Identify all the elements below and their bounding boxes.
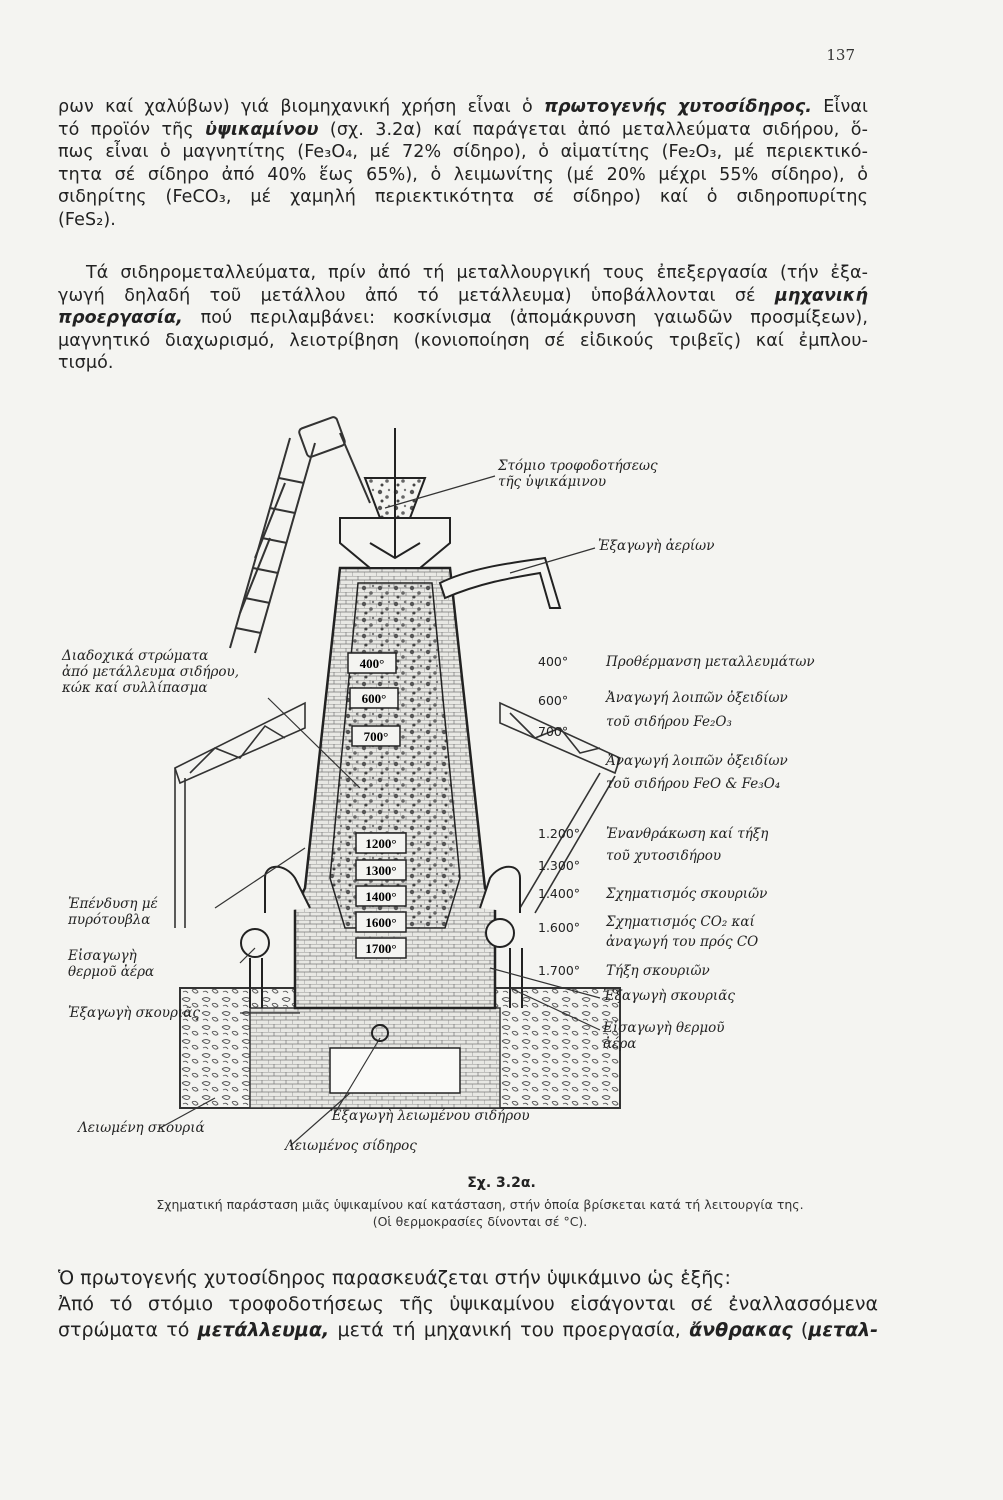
zone-box-label: 1700° (365, 941, 397, 956)
text-run: ( (792, 1319, 809, 1341)
text-line: (FeS₂). (58, 209, 116, 230)
text-run: μετά τή μηχανική του προεργασία, (329, 1319, 690, 1341)
text-line: Τά σιδηρομεταλλεύματα, πρίν ἀπό τή μεταλλουργική τους ἐπεξεργασία (τήν ἐξα- (86, 263, 868, 283)
label-feed-mouth (498, 458, 658, 490)
emphasis-term: ἄνθρακας (689, 1319, 793, 1341)
text-run: (σχ. 3.2α) καί παράγεται ἀπό μεταλλεύματα σιδήρου, ὅ- (318, 119, 868, 140)
label-line: Εἰσαγωγὴ (68, 948, 137, 964)
molten-iron-pool (330, 1048, 460, 1093)
emphasis-term: προεργασία, (58, 308, 183, 328)
zone-box-label: 1200° (365, 836, 397, 851)
text-line (58, 307, 868, 330)
text-line: τητα σέ σίδηρο ἀπό 40% ἕως 65%), ὁ λειμωνίτης (μέ 20% μέχρι 55% σίδηρο), ὁ (58, 164, 868, 185)
text-line: μαγνητικό διαχωρισμό, λειοτρίβηση (κονιοποίηση σέ εἰδικούς τριβεῖς) καί ἐμπλου- (58, 330, 868, 351)
zone-desc: ἀναγωγή του πρός CO (606, 934, 759, 950)
text-run: γωγή δηλαδή τοῦ μετάλλου ἀπό τό μετάλλευμα) ὑποβάλλονται σέ (58, 285, 775, 306)
label-line: θερμοῦ ἀέρα (68, 964, 155, 980)
zone-box-label: 700° (363, 729, 389, 744)
zone-temp: 400° (538, 654, 569, 669)
gas-exit-pipe (440, 558, 560, 608)
text-run: τό προϊόν τῆς (58, 119, 206, 140)
zone-desc: Τήξη σκουριῶν (606, 963, 710, 979)
zone-temp: 1.400° (538, 886, 581, 901)
text-run: ρων καί χαλύβων) γιά βιομηχανική χρήση εἶναι ὁ (58, 97, 545, 117)
label-line: κώκ καί συλλίπασμα (62, 680, 208, 696)
label-line: Στόμιο τροφοδοτήσεως (498, 458, 658, 474)
figure-caption (40, 1196, 920, 1230)
zone-box-label: 400° (359, 656, 385, 671)
zone-box-label: 1600° (365, 915, 397, 930)
label-slag-outlet-left: Ἐξαγωγὴ σκουριᾶς (68, 1005, 200, 1021)
zone-box-label: 1300° (365, 863, 397, 878)
label-line: Διαδοχικά στρώματα (62, 648, 209, 664)
page-number: 137 (826, 46, 855, 64)
label-slag-outlet-right: Ἐξαγωγὴ σκουριᾶς (603, 988, 735, 1004)
label-molten-iron: Λειωμένος σίδηρος (285, 1138, 417, 1154)
text-run: Εἶναι (812, 97, 868, 117)
label-iron-tap: Ἐξαγωγὴ λειωμένου σιδήρου (330, 1108, 530, 1124)
label-line: ἀπό μετάλλευμα σιδήρου, (62, 664, 240, 680)
label-line: Εἰσαγωγὴ θερμοῦ (603, 1020, 725, 1036)
paragraph-ores (58, 96, 868, 231)
label-hot-air-inlet-right (603, 1020, 724, 1052)
caption-line: Σχηματική παράσταση μιᾶς ὑψικαμίνου καί κατάσταση, στήν ὁποία βρίσκεται κατά τή λειτουργία της. (156, 1197, 804, 1212)
figure-caption-title: Σχ. 3.2α. (467, 1175, 536, 1191)
blast-furnace-figure (40, 408, 900, 1168)
zone-desc: Σχηματισμός CO₂ καί (606, 914, 755, 930)
zone-desc: τοῦ σιδήρου Fe₂O₃ (606, 714, 732, 730)
zone-desc: Ἐνανθράκωση καί τήξη (606, 826, 769, 842)
zone-desc: Σχηματισμός σκουριῶν (606, 886, 768, 902)
paragraph-preprocessing (58, 262, 868, 375)
label-charge-layers (62, 648, 239, 696)
zone-box-label: 600° (361, 691, 387, 706)
zone-temp: 1.300° (538, 858, 581, 873)
label-line: πυρότουβλα (68, 912, 151, 928)
emphasis-term: μεταλ- (808, 1319, 878, 1341)
feed-hopper (340, 428, 450, 568)
zone-desc: Ἀναγωγή λοιπῶν ὀξειδίων (606, 690, 788, 706)
label-hot-air-inlet-left (68, 948, 154, 980)
text-line (58, 285, 868, 308)
text-line (58, 96, 868, 119)
zone-temp: 1.600° (538, 920, 581, 935)
emphasis-term: μηχανική (774, 285, 868, 306)
zone-temp: 1.200° (538, 826, 581, 841)
label-molten-slag: Λειωμένη σκουριά (78, 1120, 205, 1136)
label-line: τῆς ὑψικάμινου (498, 474, 607, 490)
label-line: Ἐπένδυση μέ (68, 896, 158, 912)
zone-temp: 1.700° (538, 963, 581, 978)
zone-desc: τοῦ χυτοσιδήρου (606, 848, 722, 864)
text-line (58, 1318, 878, 1343)
text-line: Ἀπό τό στόμιο τροφοδοτήσεως τῆς ὑψικαμίνου εἰσάγονται σέ ἐναλλασσόμενα (58, 1293, 878, 1315)
zone-desc: Προθέρμανση μεταλλευμάτων (606, 654, 815, 670)
caption-line: (Οἱ θερμοκρασίες δίνονται σέ °C). (372, 1214, 588, 1229)
text-line: σιδηρίτης (FeCO₃, μέ χαμηλή περιεκτικότητα σέ σίδηρο) καί ὁ σιδηροπυρίτης (58, 187, 868, 207)
emphasis-term: ὑψικαμίνου (205, 119, 319, 140)
text-run: στρώματα τό (58, 1319, 198, 1341)
emphasis-term: πρωτογενής χυτοσίδηρος. (544, 97, 813, 117)
text-line (58, 119, 868, 142)
zone-desc: τοῦ σιδήρου FeO & Fe₃O₄ (606, 776, 781, 792)
label-gas-exit: Ἐξαγωγὴ ἀερίων (598, 538, 715, 554)
text-line: τισμό. (58, 353, 114, 373)
text-line: Ὁ πρωτογενής χυτοσίδηρος παρασκευάζεται στήν ὑψικάμινο ὡς ἑξῆς: (58, 1267, 731, 1289)
text-line: πως εἶναι ὁ μαγνητίτης (Fe₃O₄, μέ 72% σίδηρο), ὁ αἱματίτης (Fe₂O₃, μέ περιεκτικό- (58, 142, 868, 162)
text-run: πού περιλαμβάνει: κοσκίνισμα (ἀπομάκρυνση γαιωδῶν προσμίξεων), (182, 308, 868, 328)
label-refractory-lining (68, 896, 158, 928)
label-line: ἀέρα (603, 1036, 637, 1052)
zone-temp: 600° (538, 693, 569, 708)
emphasis-term: μετάλλευμα, (197, 1319, 330, 1341)
zone-box-label: 1400° (365, 889, 397, 904)
zone-desc: Ἀναγωγή λοιπῶν ὀξειδίων (606, 753, 788, 769)
zone-temp: 700° (538, 724, 569, 739)
